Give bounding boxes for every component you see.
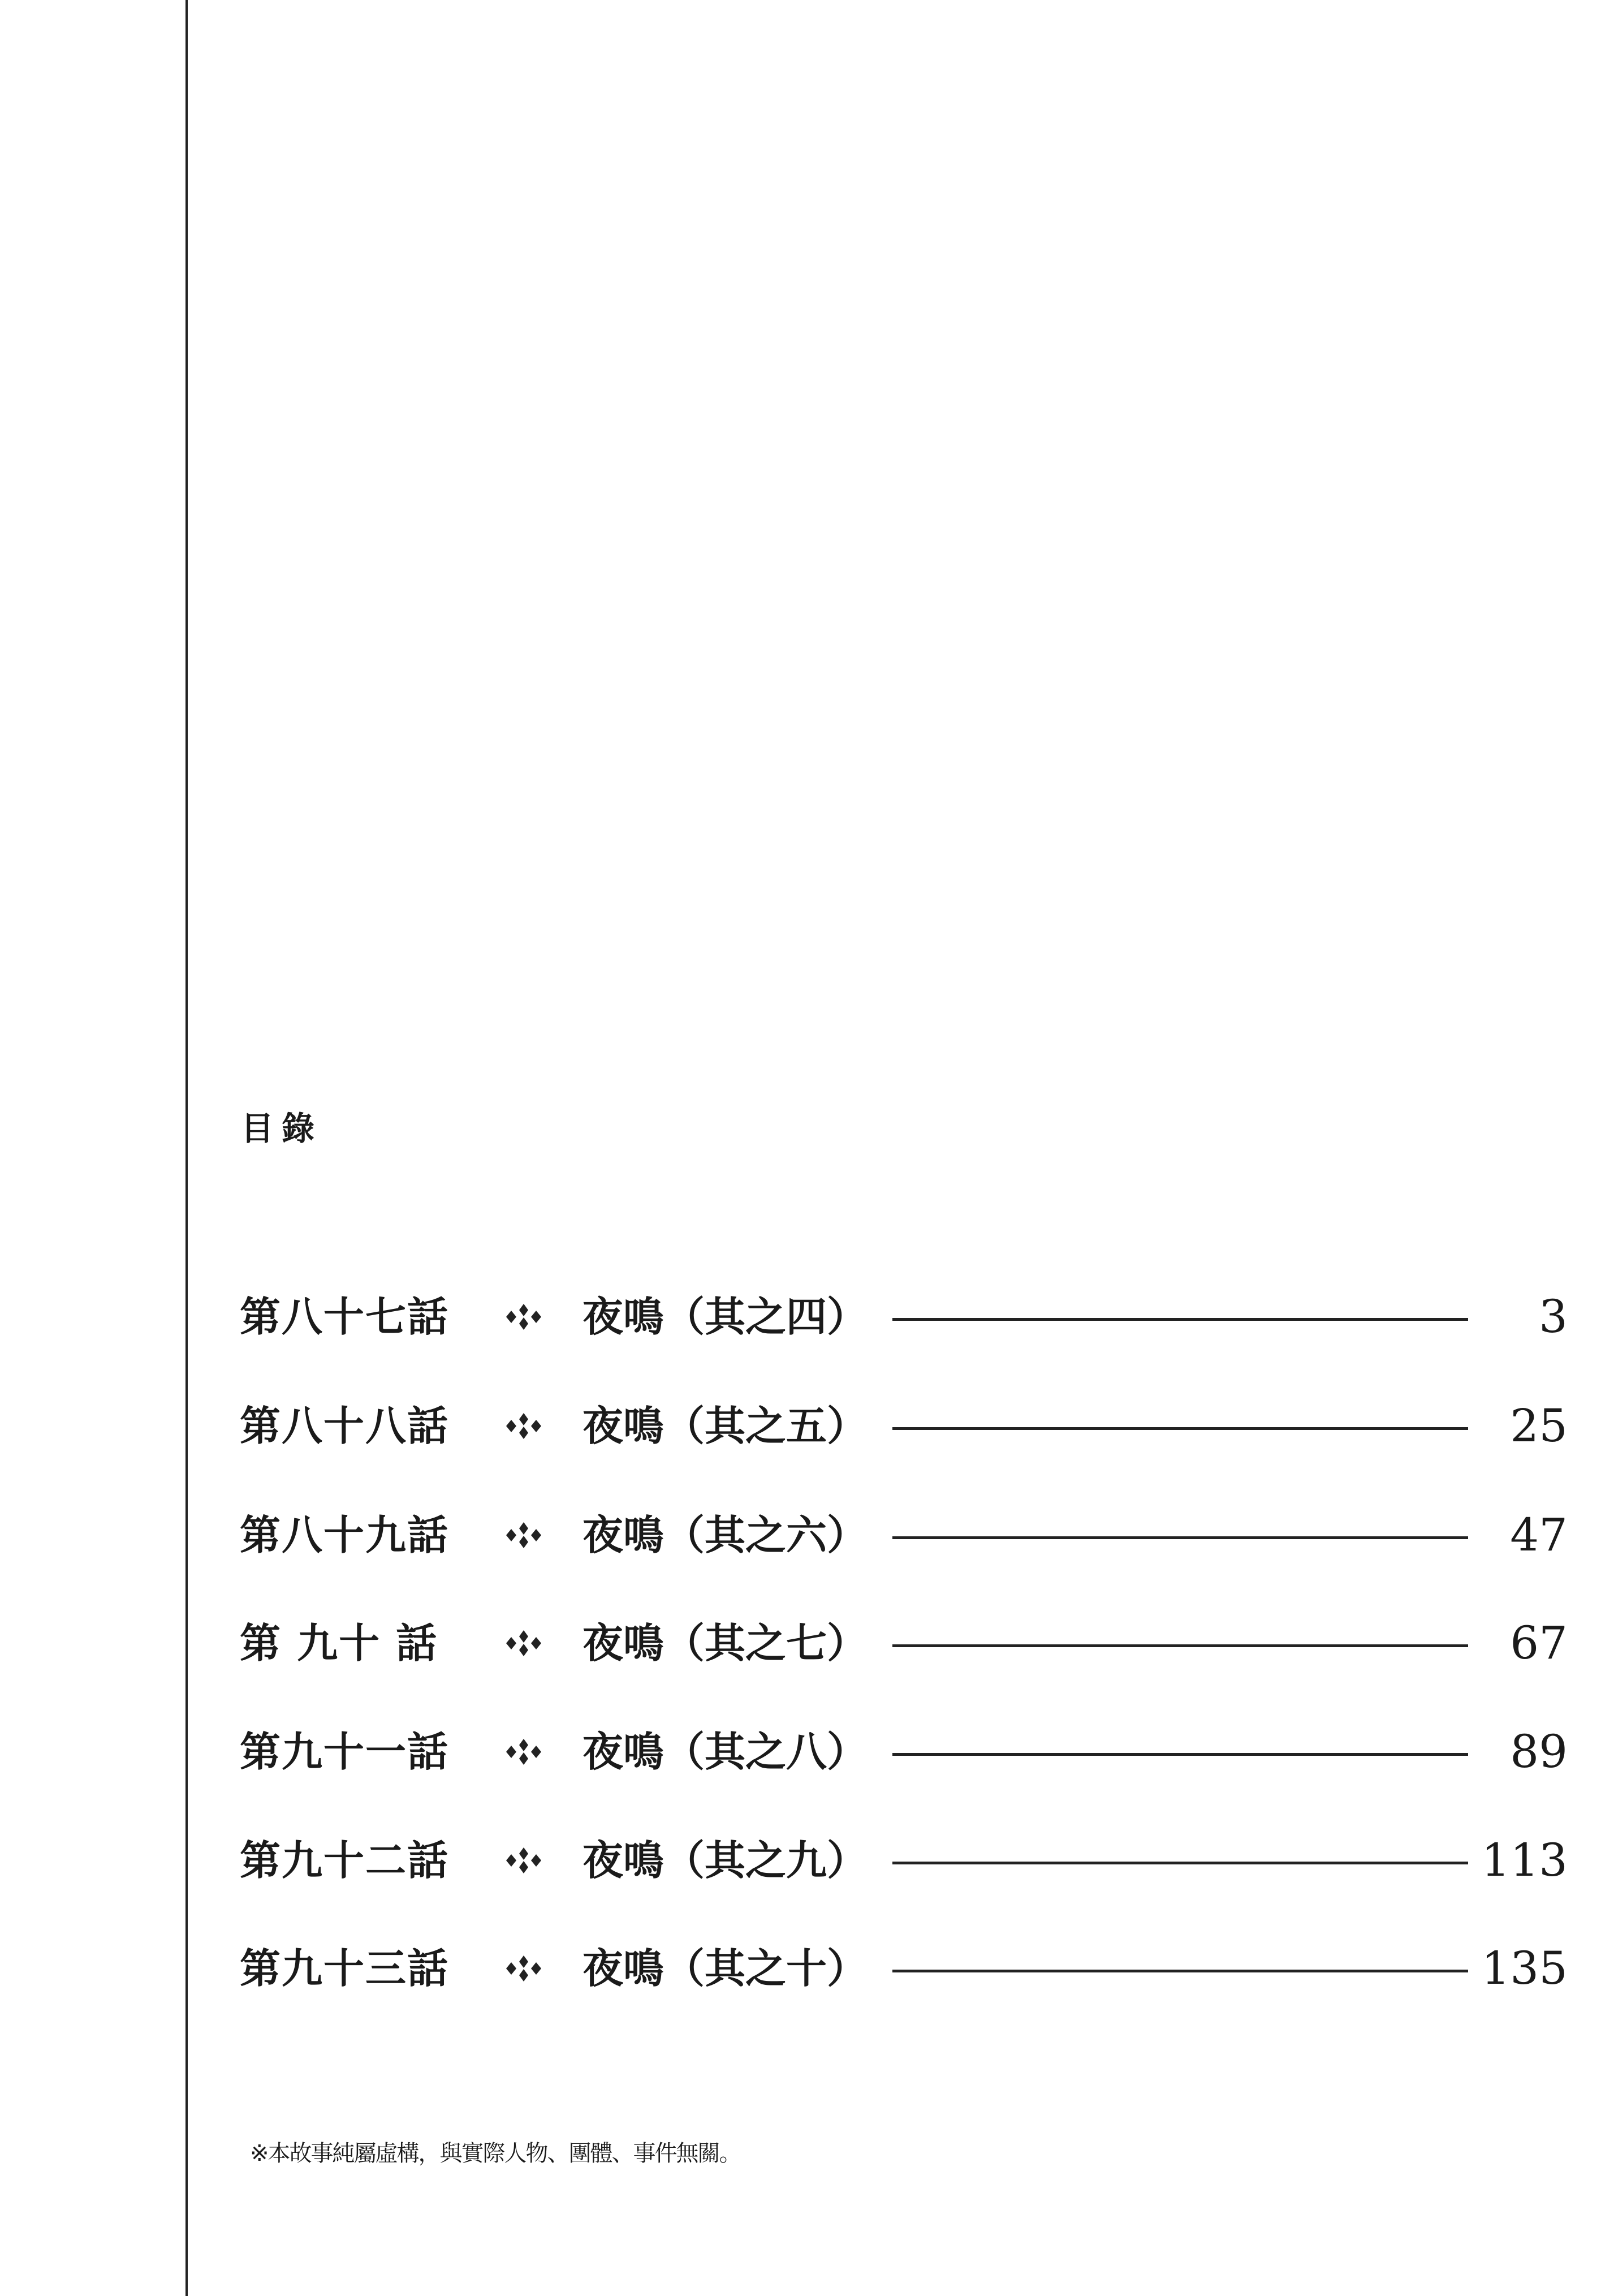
diamond-ornament-icon: [500, 1413, 547, 1439]
chapter-number: 第九十一話: [240, 1728, 450, 1776]
leader-line: [892, 1753, 1468, 1756]
page-number: 47: [1510, 1509, 1568, 1561]
chapter-title: 夜鳴（其之四）: [582, 1293, 868, 1341]
diamond-ornament-icon: [500, 1630, 547, 1656]
leader-line: [892, 1862, 1468, 1864]
diamond-ornament-icon: [500, 1522, 547, 1548]
disclaimer-footnote: ※本故事純屬虛構，與實際人物、團體、事件無關。: [250, 2140, 741, 2166]
chapter-title: 夜鳴（其之六）: [582, 1511, 868, 1559]
leader-line: [892, 1318, 1468, 1321]
chapter-title: 夜鳴（其之五）: [582, 1402, 868, 1450]
chapter-number: 第九十三話: [240, 1944, 450, 1992]
toc-entry[interactable]: [0, 1615, 1601, 1672]
toc-heading: 目錄: [241, 1109, 323, 1148]
leader-line: [892, 1970, 1468, 1972]
page-number: 89: [1510, 1725, 1568, 1778]
leader-line: [892, 1427, 1468, 1430]
diamond-ornament-icon: [500, 1304, 547, 1330]
diamond-ornament-icon: [500, 1955, 547, 1981]
toc-entry[interactable]: [0, 1832, 1601, 1889]
toc-entry[interactable]: [0, 1724, 1601, 1780]
chapter-title: 夜鳴（其之十）: [582, 1944, 868, 1992]
page-number: 3: [1539, 1290, 1568, 1343]
chapter-number: 第 九十 話: [240, 1619, 438, 1667]
chapter-title: 夜鳴（其之九）: [582, 1836, 868, 1884]
toc-entry[interactable]: [0, 1940, 1601, 1997]
diamond-ornament-icon: [500, 1739, 547, 1765]
leader-line: [892, 1536, 1468, 1539]
chapter-title: 夜鳴（其之七）: [582, 1619, 868, 1667]
toc-entry[interactable]: [0, 1507, 1601, 1563]
diamond-ornament-icon: [500, 1847, 547, 1873]
leader-line: [892, 1644, 1468, 1647]
page-number: 25: [1510, 1399, 1568, 1452]
chapter-number: 第八十九話: [240, 1511, 450, 1559]
chapter-number: 第八十八話: [240, 1402, 450, 1450]
page-number: 113: [1481, 1834, 1568, 1886]
toc-entry[interactable]: [0, 1398, 1601, 1454]
page-number: 135: [1481, 1942, 1568, 1995]
chapter-number: 第八十七話: [240, 1293, 450, 1341]
chapter-number: 第九十二話: [240, 1836, 450, 1884]
toc-entry[interactable]: [0, 1289, 1601, 1345]
chapter-title: 夜鳴（其之八）: [582, 1728, 868, 1776]
page-number: 67: [1510, 1617, 1568, 1669]
